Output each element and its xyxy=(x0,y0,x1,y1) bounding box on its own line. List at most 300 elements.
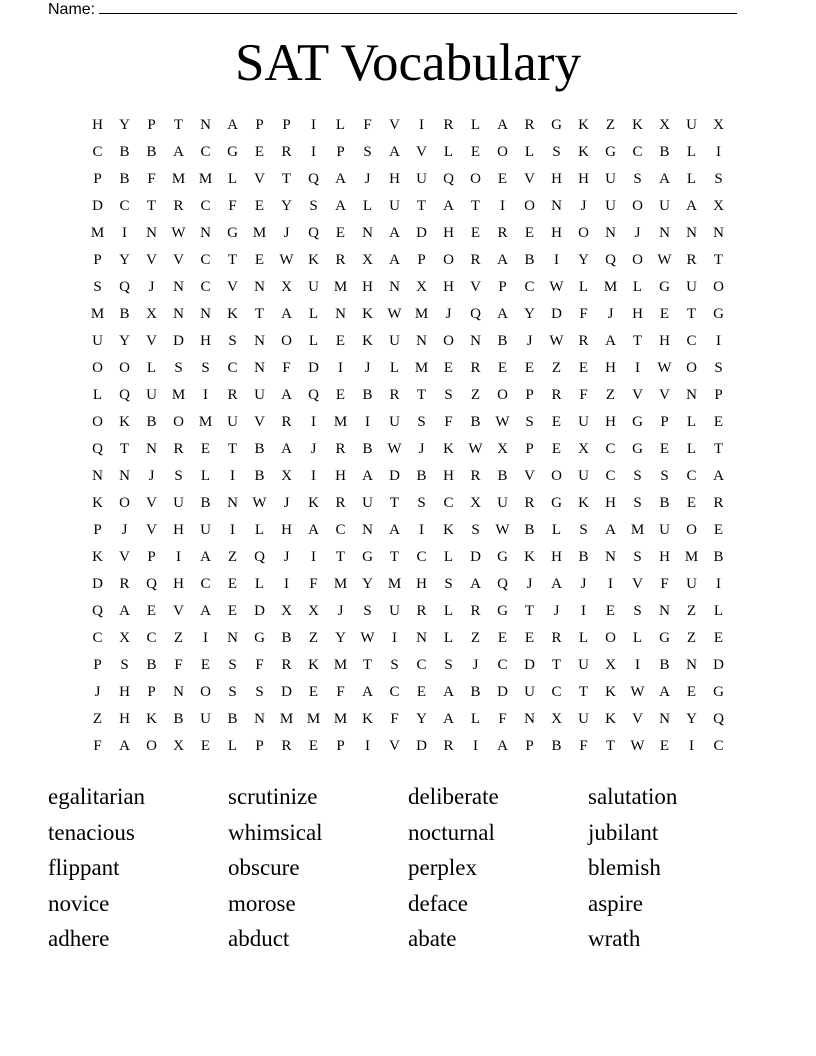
grid-letter: T xyxy=(524,603,535,619)
grid-letter: U xyxy=(92,333,103,349)
grid-letter: I xyxy=(311,144,316,160)
grid-letter: K xyxy=(578,495,589,511)
grid-letter: E xyxy=(713,414,724,430)
grid-letter: B xyxy=(497,468,508,484)
grid-letter: K xyxy=(92,549,103,565)
grid-letter: U xyxy=(686,117,697,133)
word-list-item: abduct xyxy=(228,926,290,952)
grid-letter: D xyxy=(254,603,265,619)
grid-letter: P xyxy=(93,657,102,673)
grid-letter: Q xyxy=(497,576,508,592)
grid-letter: T xyxy=(578,684,589,700)
grid-letter: K xyxy=(578,144,589,160)
grid-letter: K xyxy=(605,711,616,727)
grid-letter: U xyxy=(362,495,373,511)
grid-letter: E xyxy=(443,360,454,376)
grid-letter: E xyxy=(200,657,211,673)
grid-letter: C xyxy=(713,738,724,754)
grid-letter: X xyxy=(470,495,481,511)
grid-letter: D xyxy=(173,333,184,349)
grid-letter: A xyxy=(200,603,211,619)
grid-letter: Q xyxy=(470,306,481,322)
grid-letter: I xyxy=(284,576,289,592)
word-list-item: abate xyxy=(408,926,457,952)
grid-letter: E xyxy=(470,225,481,241)
grid-letter: G xyxy=(551,495,562,511)
grid-letter: W xyxy=(171,225,186,241)
grid-letter: E xyxy=(497,171,508,187)
grid-letter: C xyxy=(605,468,616,484)
grid-letter: H xyxy=(551,171,562,187)
grid-letter: N xyxy=(173,684,184,700)
grid-letter: A xyxy=(497,738,508,754)
grid-letter: N xyxy=(200,117,211,133)
grid-letter: V xyxy=(173,252,184,268)
grid-letter: N xyxy=(227,630,238,646)
grid-letter: S xyxy=(255,684,264,700)
grid-letter: H xyxy=(605,414,616,430)
grid-letter: E xyxy=(713,630,724,646)
grid-letter: L xyxy=(443,630,454,646)
grid-letter: M xyxy=(198,414,213,430)
grid-letter: W xyxy=(657,360,672,376)
word-list xyxy=(48,779,768,957)
grid-letter: E xyxy=(578,360,589,376)
grid-letter: I xyxy=(716,576,721,592)
grid-letter: H xyxy=(362,279,373,295)
grid-letter: Z xyxy=(308,630,319,646)
grid-letter: Y xyxy=(119,252,130,268)
grid-letter: D xyxy=(713,657,724,673)
grid-letter: J xyxy=(580,198,587,214)
grid-letter: E xyxy=(227,603,238,619)
grid-letter: P xyxy=(255,117,264,133)
grid-letter: X xyxy=(713,198,724,214)
grid-letter: F xyxy=(579,387,588,403)
grid-letter: T xyxy=(281,171,292,187)
grid-letter: A xyxy=(335,171,346,187)
grid-letter: B xyxy=(470,414,481,430)
grid-letter: S xyxy=(120,657,129,673)
grid-letter: A xyxy=(119,603,130,619)
grid-letter: V xyxy=(524,468,535,484)
grid-letter: X xyxy=(308,603,319,619)
grid-letter: O xyxy=(686,522,697,538)
grid-letter: D xyxy=(281,684,292,700)
grid-letter: T xyxy=(254,306,265,322)
grid-letter: A xyxy=(605,522,616,538)
grid-letter: R xyxy=(335,441,346,457)
grid-letter: R xyxy=(443,738,454,754)
grid-letter: U xyxy=(605,171,616,187)
grid-letter: T xyxy=(227,441,238,457)
grid-letter: A xyxy=(659,684,670,700)
grid-letter: R xyxy=(470,252,481,268)
grid-letter: Q xyxy=(713,711,724,727)
grid-letter: W xyxy=(495,522,510,538)
grid-letter: U xyxy=(497,495,508,511)
grid-letter: C xyxy=(443,495,454,511)
grid-letter: G xyxy=(659,279,670,295)
grid-letter: R xyxy=(119,576,130,592)
grid-letter: L xyxy=(308,333,319,349)
grid-letter: K xyxy=(632,117,643,133)
grid-letter: E xyxy=(200,441,211,457)
grid-letter: T xyxy=(335,549,346,565)
grid-letter: N xyxy=(659,225,670,241)
grid-letter: B xyxy=(254,441,265,457)
grid-letter: N xyxy=(605,549,616,565)
grid-letter: N xyxy=(470,333,481,349)
grid-letter: X xyxy=(281,279,292,295)
grid-letter: C xyxy=(200,198,211,214)
grid-letter: S xyxy=(444,387,453,403)
grid-letter: K xyxy=(443,441,454,457)
grid-letter: D xyxy=(524,657,535,673)
grid-letter: Y xyxy=(686,711,697,727)
grid-letter: Z xyxy=(470,630,481,646)
grid-letter: H xyxy=(605,495,616,511)
grid-letter: N xyxy=(551,198,562,214)
grid-letter: P xyxy=(525,738,534,754)
grid-letter: G xyxy=(497,549,508,565)
grid-letter: N xyxy=(362,225,373,241)
grid-letter: N xyxy=(254,360,265,376)
grid-letter: M xyxy=(333,279,348,295)
grid-letter: Z xyxy=(551,360,562,376)
grid-letter: S xyxy=(309,198,318,214)
grid-letter: N xyxy=(200,306,211,322)
grid-letter: Q xyxy=(605,252,616,268)
grid-letter: Q xyxy=(254,549,265,565)
grid-letter: H xyxy=(335,468,346,484)
grid-letter: M xyxy=(414,360,429,376)
grid-letter: L xyxy=(686,414,697,430)
grid-letter: K xyxy=(146,711,157,727)
grid-letter: O xyxy=(713,279,724,295)
grid-letter: D xyxy=(416,738,427,754)
grid-letter: L xyxy=(686,144,697,160)
grid-letter: O xyxy=(632,198,643,214)
word-list-item: scrutinize xyxy=(228,784,318,809)
word-list-item: novice xyxy=(48,890,110,916)
grid-letter: K xyxy=(119,414,130,430)
grid-letter: H xyxy=(659,333,670,349)
grid-letter: J xyxy=(553,603,560,619)
grid-letter: S xyxy=(525,414,534,430)
grid-letter: W xyxy=(495,414,510,430)
grid-letter: E xyxy=(551,441,562,457)
grid-letter: O xyxy=(92,414,103,430)
grid-letter: R xyxy=(713,495,724,511)
grid-letter: P xyxy=(147,117,156,133)
grid-letter: V xyxy=(146,522,157,538)
grid-letter: S xyxy=(201,360,210,376)
grid-letter: L xyxy=(254,576,265,592)
grid-letter: Q xyxy=(119,387,130,403)
grid-letter: V xyxy=(389,738,400,754)
grid-letter: U xyxy=(578,657,589,673)
grid-letter: O xyxy=(551,468,562,484)
grid-letter: Z xyxy=(227,549,238,565)
grid-letter: I xyxy=(365,414,370,430)
grid-letter: V xyxy=(416,144,427,160)
grid-letter: J xyxy=(445,306,452,322)
grid-letter: C xyxy=(335,522,346,538)
grid-letter: A xyxy=(389,252,400,268)
grid-letter: X xyxy=(416,279,427,295)
grid-letter: R xyxy=(443,117,454,133)
word-list-item: salutation xyxy=(588,784,678,809)
grid-letter: O xyxy=(605,630,616,646)
grid-letter: F xyxy=(336,684,345,700)
grid-letter: X xyxy=(497,441,508,457)
word-list-item: obscure xyxy=(228,855,300,881)
grid-letter: F xyxy=(255,657,264,673)
grid-letter: I xyxy=(122,225,127,241)
grid-letter: B xyxy=(524,252,535,268)
grid-letter: I xyxy=(554,252,559,268)
grid-letter: B xyxy=(551,738,562,754)
grid-letter: N xyxy=(146,225,157,241)
grid-letter: C xyxy=(200,144,211,160)
grid-letter: M xyxy=(90,225,105,241)
grid-letter: E xyxy=(659,306,670,322)
grid-letter: T xyxy=(470,198,481,214)
grid-letter: H xyxy=(443,225,454,241)
grid-letter: K xyxy=(443,522,454,538)
grid-letter: E xyxy=(200,738,211,754)
grid-letter: L xyxy=(227,171,238,187)
grid-letter: C xyxy=(389,684,400,700)
grid-letter: H xyxy=(578,171,589,187)
grid-letter: M xyxy=(198,171,213,187)
grid-letter: L xyxy=(227,738,238,754)
grid-letter: L xyxy=(524,144,535,160)
grid-letter: P xyxy=(147,684,156,700)
grid-letter: W xyxy=(279,252,294,268)
grid-letter: Y xyxy=(281,198,292,214)
grid-letter: I xyxy=(608,576,613,592)
grid-letter: H xyxy=(92,117,103,133)
grid-letter: J xyxy=(418,441,425,457)
grid-letter: B xyxy=(200,495,211,511)
grid-letter: U xyxy=(173,495,184,511)
grid-letter: U xyxy=(578,414,589,430)
grid-letter: G xyxy=(227,144,238,160)
grid-letter: T xyxy=(551,657,562,673)
grid-letter: I xyxy=(392,630,397,646)
grid-letter: W xyxy=(387,306,402,322)
word-list-item: blemish xyxy=(588,855,661,881)
grid-letter: Q xyxy=(119,279,130,295)
grid-letter: Q xyxy=(308,225,319,241)
grid-letter: O xyxy=(281,333,292,349)
grid-letter: J xyxy=(364,171,371,187)
grid-letter: R xyxy=(173,198,184,214)
grid-letter: O xyxy=(470,171,481,187)
grid-letter: M xyxy=(333,576,348,592)
grid-letter: O xyxy=(578,225,589,241)
grid-letter: E xyxy=(659,738,670,754)
grid-letter: L xyxy=(470,711,481,727)
grid-letter: I xyxy=(338,360,343,376)
grid-letter: J xyxy=(310,441,317,457)
grid-letter: I xyxy=(689,738,694,754)
grid-letter: R xyxy=(524,117,535,133)
grid-letter: Q xyxy=(308,171,319,187)
grid-letter: P xyxy=(93,522,102,538)
grid-letter: F xyxy=(579,306,588,322)
grid-letter: B xyxy=(362,441,373,457)
grid-letter: O xyxy=(146,738,157,754)
grid-letter: A xyxy=(497,306,508,322)
grid-letter: J xyxy=(580,576,587,592)
grid-letter: V xyxy=(146,252,157,268)
grid-letter: E xyxy=(686,495,697,511)
grid-letter: I xyxy=(419,522,424,538)
grid-letter: M xyxy=(333,414,348,430)
grid-letter: S xyxy=(363,144,372,160)
grid-letter: D xyxy=(497,684,508,700)
word-list-item: deface xyxy=(408,890,468,916)
grid-letter: T xyxy=(146,198,157,214)
grid-letter: F xyxy=(390,711,399,727)
grid-letter: Z xyxy=(686,603,697,619)
grid-letter: C xyxy=(416,657,427,673)
grid-letter: S xyxy=(633,549,642,565)
grid-letter: Y xyxy=(524,306,535,322)
grid-letter: B xyxy=(146,657,157,673)
word-list-item: flippant xyxy=(48,855,120,881)
grid-letter: G xyxy=(605,144,616,160)
grid-letter: S xyxy=(660,468,669,484)
grid-letter: Z xyxy=(173,630,184,646)
grid-letter: H xyxy=(173,522,184,538)
grid-letter: N xyxy=(416,630,427,646)
grid-letter: Y xyxy=(416,711,427,727)
grid-letter: E xyxy=(335,225,346,241)
grid-letter: W xyxy=(549,333,564,349)
word-list-item: adhere xyxy=(48,926,110,952)
grid-letter: X xyxy=(281,603,292,619)
grid-letter: U xyxy=(416,171,427,187)
grid-letter: E xyxy=(308,684,319,700)
grid-letter: J xyxy=(337,603,344,619)
grid-letter: E xyxy=(254,252,265,268)
grid-letter: O xyxy=(200,684,211,700)
grid-letter: O xyxy=(524,198,535,214)
grid-letter: W xyxy=(387,441,402,457)
grid-letter: B xyxy=(227,711,238,727)
grid-letter: L xyxy=(686,171,697,187)
grid-letter: M xyxy=(684,549,699,565)
grid-letter: K xyxy=(92,495,103,511)
grid-letter: U xyxy=(146,387,157,403)
grid-letter: V xyxy=(632,576,643,592)
grid-letter: Z xyxy=(686,630,697,646)
grid-letter: R xyxy=(524,495,535,511)
grid-letter: A xyxy=(308,522,319,538)
grid-letter: I xyxy=(635,657,640,673)
grid-letter: B xyxy=(470,684,481,700)
grid-letter: T xyxy=(173,117,184,133)
grid-letter: L xyxy=(308,306,319,322)
grid-letter: S xyxy=(417,414,426,430)
grid-letter: R xyxy=(470,468,481,484)
grid-letter: Z xyxy=(92,711,103,727)
grid-letter: B xyxy=(146,144,157,160)
grid-letter: Y xyxy=(119,117,130,133)
grid-letter: V xyxy=(227,279,238,295)
grid-letter: S xyxy=(363,603,372,619)
grid-letter: H xyxy=(173,576,184,592)
grid-letter: N xyxy=(659,711,670,727)
grid-letter: C xyxy=(119,198,130,214)
grid-letter: B xyxy=(362,387,373,403)
grid-letter: O xyxy=(173,414,184,430)
grid-letter: C xyxy=(524,279,535,295)
grid-letter: S xyxy=(228,657,237,673)
grid-letter: O xyxy=(443,252,454,268)
grid-letter: G xyxy=(497,603,508,619)
grid-letter: R xyxy=(578,333,589,349)
grid-letter: A xyxy=(281,441,292,457)
grid-letter: S xyxy=(714,171,723,187)
grid-letter: F xyxy=(93,738,102,754)
grid-letter: A xyxy=(686,198,697,214)
grid-letter: N xyxy=(389,279,400,295)
grid-letter: G xyxy=(632,414,643,430)
grid-letter: X xyxy=(281,468,292,484)
grid-letter: J xyxy=(148,279,155,295)
grid-letter: A xyxy=(362,684,373,700)
grid-letter: S xyxy=(633,468,642,484)
grid-letter: X xyxy=(659,117,670,133)
grid-letter: C xyxy=(632,144,643,160)
grid-letter: K xyxy=(524,549,535,565)
grid-letter: X xyxy=(362,252,373,268)
grid-letter: E xyxy=(254,144,265,160)
grid-letter: B xyxy=(578,549,589,565)
grid-letter: J xyxy=(526,333,533,349)
grid-letter: U xyxy=(389,198,400,214)
grid-letter: O xyxy=(497,387,508,403)
grid-letter: G xyxy=(713,306,724,322)
grid-letter: V xyxy=(632,387,643,403)
grid-letter: M xyxy=(603,279,618,295)
grid-letter: A xyxy=(200,549,211,565)
grid-letter: W xyxy=(657,252,672,268)
grid-letter: I xyxy=(203,630,208,646)
grid-letter: A xyxy=(605,333,616,349)
grid-letter: N xyxy=(524,711,535,727)
grid-letter: U xyxy=(389,414,400,430)
grid-letter: I xyxy=(311,468,316,484)
grid-letter: E xyxy=(524,225,535,241)
grid-letter: F xyxy=(579,738,588,754)
grid-letter: U xyxy=(524,684,535,700)
grid-letter: Q xyxy=(443,171,454,187)
grid-letter: F xyxy=(282,360,291,376)
grid-letter: J xyxy=(364,360,371,376)
grid-letter: M xyxy=(279,711,294,727)
grid-letter: L xyxy=(335,117,346,133)
grid-letter: A xyxy=(470,576,481,592)
grid-letter: S xyxy=(174,468,183,484)
grid-letter: C xyxy=(497,657,508,673)
grid-letter: H xyxy=(443,279,454,295)
